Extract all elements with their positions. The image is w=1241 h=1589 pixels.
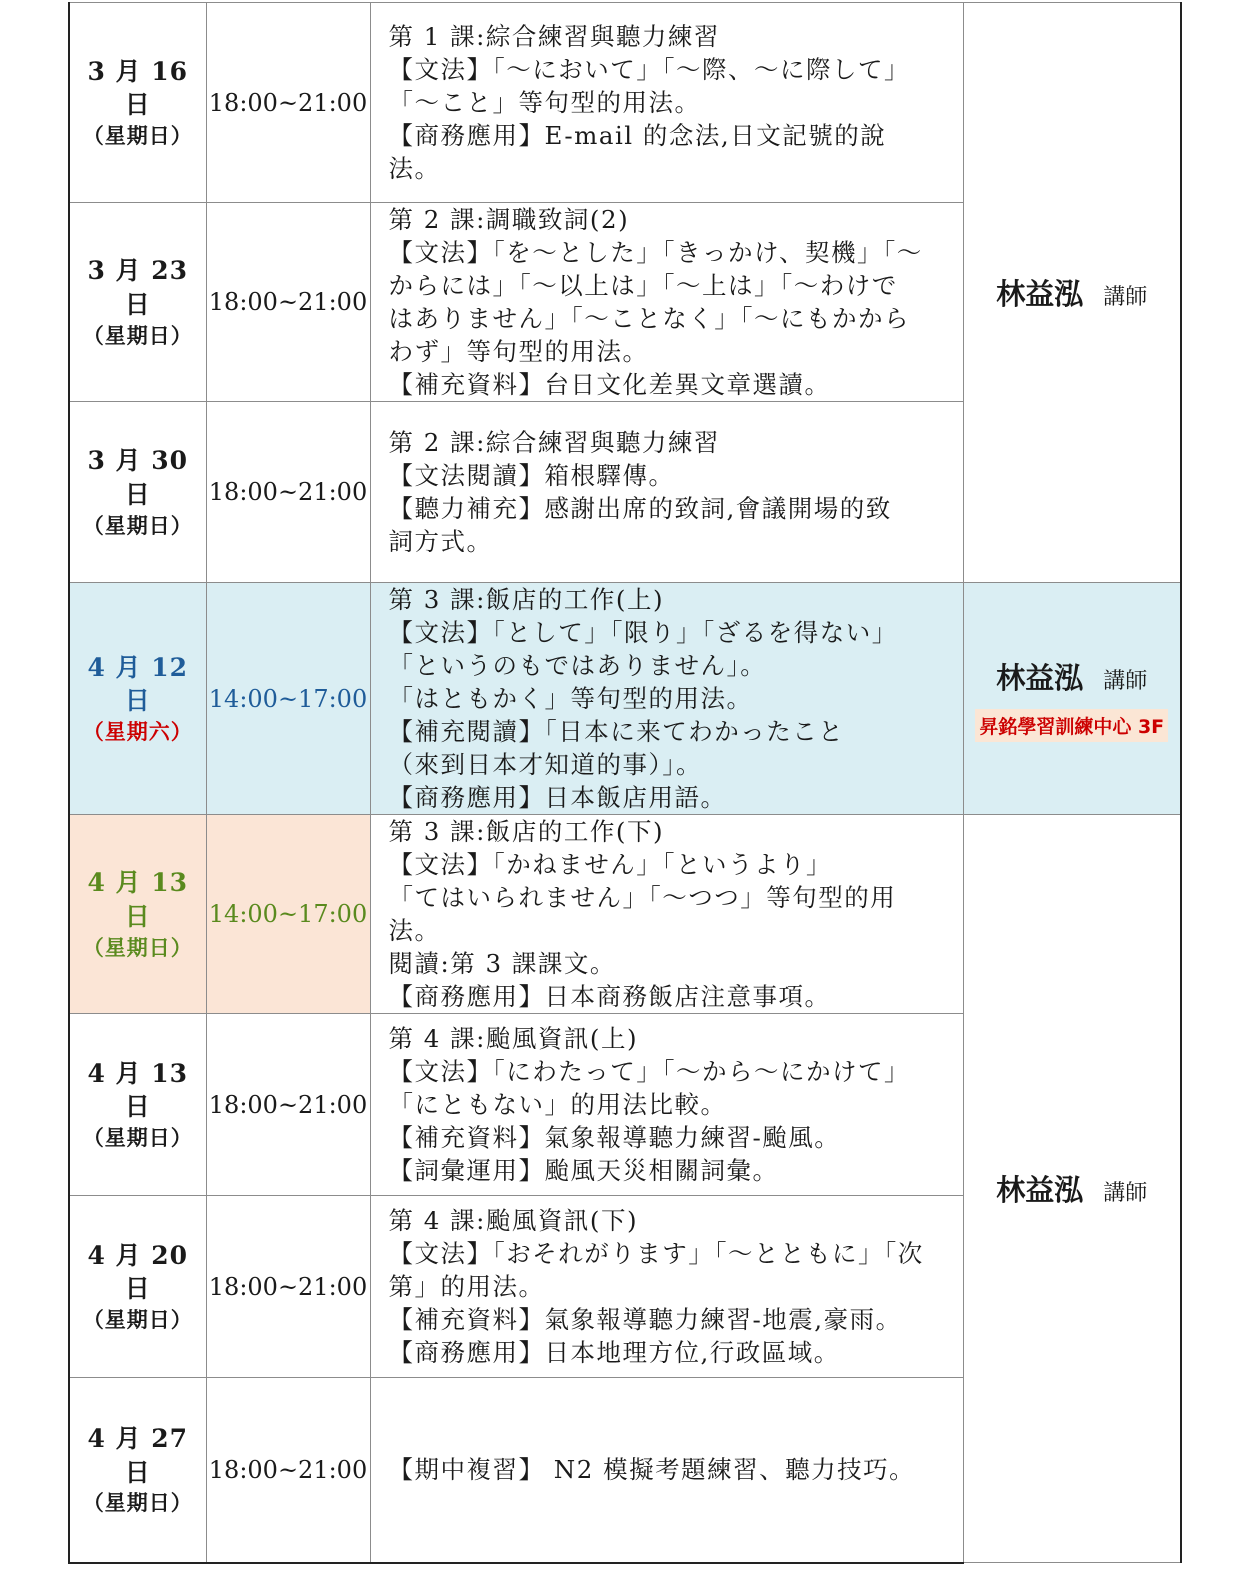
content-line: 詞方式。 <box>388 527 493 556</box>
content-line: 【補充閱讀】「日本に来てわかったこと <box>388 717 845 746</box>
content-line: 【文法】「かねません」「というより」 <box>388 850 832 879</box>
weekday-text: （星期日） <box>82 934 193 960</box>
instructor-cell <box>963 3 1181 583</box>
table-row <box>69 583 1181 815</box>
content-line: 【詞彙運用】颱風天災相關詞彙。 <box>388 1156 779 1185</box>
content-line: 「というのもではありません」。 <box>388 651 767 680</box>
content-line: 第 1 課:綜合練習與聽力練習 <box>388 22 720 51</box>
time-cell: 18:00~21:00 <box>206 1196 370 1378</box>
date-text: 4 月 12 日 <box>87 652 189 716</box>
date-cell <box>69 815 206 1014</box>
date-cell <box>69 1378 206 1563</box>
content-line: 第 4 課:颱風資訊(上) <box>388 1024 639 1053</box>
content-line: 【補充資料】台日文化差異文章選讀。 <box>388 370 831 399</box>
content-line: 「～こと」等句型的用法。 <box>388 88 701 117</box>
content-line: 第 3 課:飯店的工作(上) <box>388 585 665 614</box>
content-cell <box>370 815 963 1014</box>
content-line: 「にともない」的用法比較。 <box>388 1090 727 1119</box>
date-text: 4 月 20 日 <box>87 1240 189 1304</box>
location-badge: 昇銘學習訓練中心 3F <box>975 709 1168 742</box>
content-line: 【商務應用】日本地理方位,行政區域。 <box>388 1338 840 1367</box>
content-line: 法。 <box>388 916 441 945</box>
content-line: 第 4 課:颱風資訊(下) <box>388 1206 639 1235</box>
content-line: 【商務應用】日本飯店用語。 <box>388 783 727 812</box>
content-line: 【文法閱讀】箱根驛傳。 <box>388 461 675 490</box>
date-cell <box>69 402 206 583</box>
schedule-table <box>68 2 1182 1564</box>
content-line: 第 2 課:調職致詞(2) <box>388 205 630 234</box>
content-cell <box>370 1196 963 1378</box>
content-line: （來到日本才知道的事）」。 <box>388 750 702 779</box>
content-line: 閱讀:第 3 課課文。 <box>388 949 616 978</box>
instructor-title: 講師 <box>1103 285 1148 310</box>
time-cell: 18:00~21:00 <box>206 1378 370 1563</box>
content-line: 【文法】「にわたって」「～から～にかけて」 <box>388 1057 910 1086</box>
content-cell <box>370 583 963 815</box>
weekday-text: （星期日） <box>82 512 193 538</box>
time-cell: 18:00~21:00 <box>206 203 370 402</box>
content-cell <box>370 203 963 402</box>
weekday-text: （星期日） <box>82 1490 193 1516</box>
content-line: はありません」「～ことなく」「～にもかから <box>388 304 910 333</box>
instructor-name: 林益泓 <box>996 660 1084 695</box>
date-text: 3 月 30 日 <box>87 446 189 509</box>
content-line: 【文法】「おそれがります」「～とともに」「次 <box>388 1239 924 1268</box>
weekday-text: （星期六） <box>82 719 193 745</box>
date-text: 4 月 13 日 <box>87 1058 189 1122</box>
content-line: 【期中複習】 N2 模擬考題練習、聽力技巧。 <box>388 1455 916 1485</box>
content-line: 【商務應用】日本商務飯店注意事項。 <box>388 982 831 1011</box>
content-line: 【文法】「～において」「～際、～に際して」 <box>388 55 910 84</box>
instructor-title: 講師 <box>1103 668 1148 694</box>
date-cell <box>69 203 206 402</box>
content-line: 「はともかく」等句型的用法。 <box>388 684 753 713</box>
time-cell: 14:00~17:00 <box>206 815 370 1014</box>
content-line: 第 2 課:綜合練習與聽力練習 <box>388 428 720 457</box>
time-cell: 18:00~21:00 <box>206 3 370 203</box>
content-line: 第 3 課:飯店的工作(下) <box>388 817 665 846</box>
time-cell: 18:00~21:00 <box>206 1014 370 1196</box>
date-text: 4 月 13 日 <box>87 868 189 931</box>
instructor-cell <box>963 815 1181 1563</box>
instructor-name: 林益泓 <box>996 1173 1084 1207</box>
content-line: からには」「～以上は」「～上は」「～わけで <box>388 271 898 300</box>
table-row <box>69 815 1181 1014</box>
weekday-text: （星期日） <box>82 1125 193 1151</box>
weekday-text: （星期日） <box>82 123 193 149</box>
content-line: わず」等句型的用法。 <box>388 337 649 366</box>
table-row <box>69 3 1181 203</box>
content-cell <box>370 3 963 203</box>
date-cell <box>69 1014 206 1196</box>
date-text: 3 月 16 日 <box>87 56 189 120</box>
content-line: 【文法】「を～とした」「きっかけ、契機」「～ <box>388 238 923 267</box>
content-line: 【商務應用】E-mail 的念法,日文記號的說 <box>388 121 887 150</box>
content-line: 法。 <box>388 154 441 183</box>
content-cell <box>370 1014 963 1196</box>
weekday-text: （星期日） <box>82 1307 193 1333</box>
instructor-title: 講師 <box>1103 1181 1148 1206</box>
instructor-name: 林益泓 <box>996 277 1084 311</box>
content-line: 【聽力補充】感謝出席的致詞,會議開場的致 <box>388 494 892 523</box>
content-line: 「てはいられません」「～つつ」等句型的用 <box>388 883 897 912</box>
instructor-cell <box>963 583 1181 815</box>
date-cell <box>69 3 206 203</box>
date-cell <box>69 1196 206 1378</box>
content-cell <box>370 1378 963 1563</box>
content-line: 【補充資料】氣象報導聽力練習-地震,豪雨。 <box>388 1305 902 1334</box>
date-cell <box>69 583 206 815</box>
time-cell: 18:00~21:00 <box>206 402 370 583</box>
content-cell <box>370 402 963 583</box>
date-text: 4 月 27 日 <box>87 1423 189 1487</box>
time-cell: 14:00~17:00 <box>206 583 370 815</box>
content-line: 第」的用法。 <box>388 1272 545 1301</box>
content-line: 【文法】「として」「限り」「ざるを得ない」 <box>388 618 898 647</box>
date-text: 3 月 23 日 <box>87 256 189 319</box>
content-line: 【補充資料】氣象報導聽力練習-颱風。 <box>388 1123 841 1152</box>
weekday-text: （星期日） <box>82 322 193 348</box>
